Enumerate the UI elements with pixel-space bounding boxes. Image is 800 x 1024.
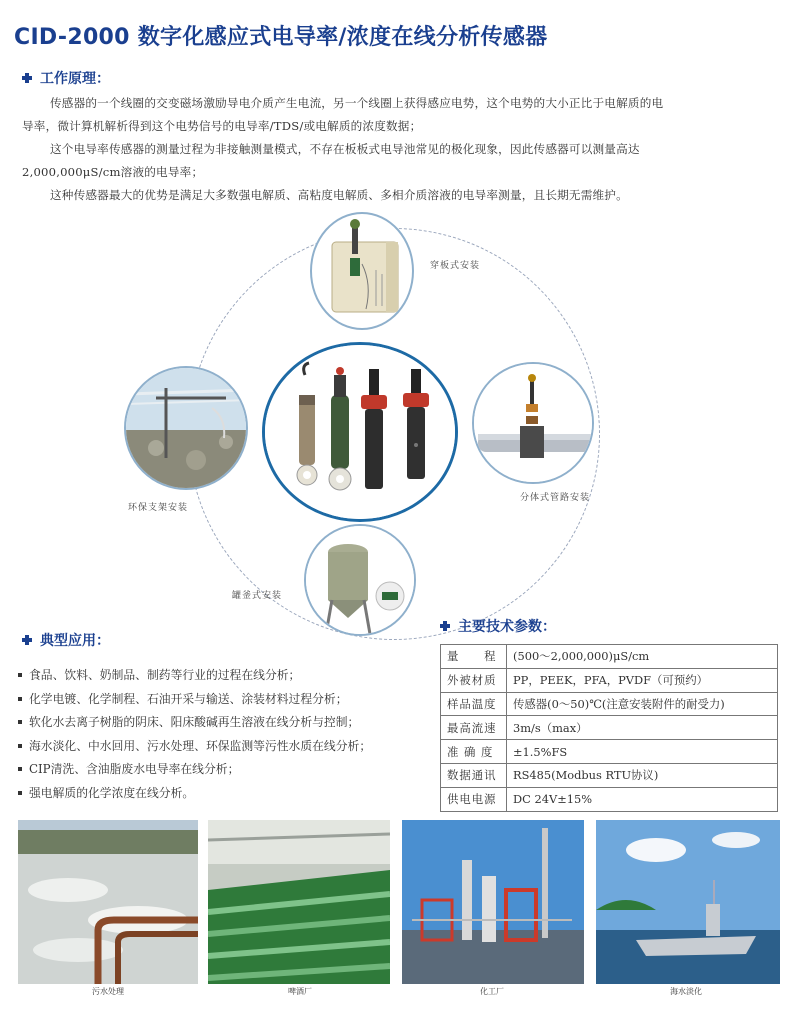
photo-caption: 污水处理 bbox=[92, 987, 124, 996]
specs-table bbox=[440, 644, 778, 812]
diamond-bullet-icon bbox=[440, 621, 450, 631]
photo-sewage bbox=[18, 820, 198, 984]
spec-value: (500～2,000,000)μS/cm bbox=[507, 645, 778, 669]
table-row bbox=[441, 740, 778, 764]
list-item-text: CIP清洗、含油脂废水电导率在线分析； bbox=[29, 762, 240, 776]
spec-value: 传感器(0～50)℃(注意安装附件的耐受力) bbox=[507, 692, 778, 716]
spec-key: 量 程 bbox=[441, 645, 507, 669]
spec-value: ±1.5%FS bbox=[507, 740, 778, 764]
caption-through-panel: 穿板式安装 bbox=[430, 261, 481, 271]
principle-line: 导率，微计算机解析得到这个电势信号的电导率/TDS/或电解质的浓度数据； bbox=[22, 119, 422, 133]
list-item bbox=[18, 711, 371, 735]
caption-bracket-install: 环保支架安装 bbox=[128, 503, 189, 513]
caption-pipe-install: 分体式管路安装 bbox=[520, 493, 591, 503]
spec-key: 最高流速 bbox=[441, 716, 507, 740]
principle-text bbox=[22, 92, 782, 207]
list-item bbox=[18, 688, 371, 712]
table-row bbox=[441, 763, 778, 787]
principle-line: 2,000,000μS/cm溶液的电导率； bbox=[22, 165, 204, 179]
table-row bbox=[441, 645, 778, 669]
bullet-icon bbox=[18, 744, 22, 748]
spec-value: 3m/s（max） bbox=[507, 716, 778, 740]
table-row bbox=[441, 716, 778, 740]
list-item bbox=[18, 758, 371, 782]
table-row bbox=[441, 668, 778, 692]
diamond-bullet-icon bbox=[22, 635, 32, 645]
pipe-install-image bbox=[472, 362, 594, 484]
bullet-icon bbox=[18, 720, 22, 724]
caption-tank-install: 罐釜式安装 bbox=[232, 591, 283, 601]
list-item-text: 海水淡化、中水回用、污水处理、环保监测等污性水质在线分析； bbox=[29, 738, 372, 753]
photo-chemical-plant bbox=[402, 820, 584, 984]
spec-key: 样品温度 bbox=[441, 692, 507, 716]
list-item-text: 软化水去离子树脂的阴床、阳床酸碱再生溶液在线分析与控制； bbox=[29, 715, 360, 729]
bullet-icon bbox=[18, 697, 22, 701]
principle-heading bbox=[22, 68, 110, 88]
tank-install-image bbox=[304, 524, 416, 636]
applications-heading-text: 典型应用： bbox=[40, 633, 110, 649]
applications-heading bbox=[22, 630, 110, 650]
photo-brewery bbox=[208, 820, 390, 984]
table-row bbox=[441, 692, 778, 716]
list-item-text: 食品、饮料、奶制品、制药等行业的过程在线分析； bbox=[29, 668, 301, 682]
sensors-image bbox=[262, 342, 458, 522]
bullet-icon bbox=[18, 767, 22, 771]
photo-desalination bbox=[596, 820, 780, 984]
bracket-install-image bbox=[124, 366, 248, 490]
list-item bbox=[18, 782, 371, 806]
spec-value: RS485(Modbus RTU协议) bbox=[507, 763, 778, 787]
specs-heading bbox=[440, 616, 556, 636]
principle-line: 这个电导率传感器的测量过程为非接触测量模式，不存在板板式电导池常见的极化现象，因此传感器可以测量高达 bbox=[50, 142, 640, 156]
photo-caption: 啤酒厂 bbox=[288, 987, 312, 996]
list-item bbox=[18, 735, 371, 759]
spec-key: 准 确 度 bbox=[441, 740, 507, 764]
principle-line: 这种传感器最大的优势是满足大多数强电解质、高粘度电解质、多相介质溶液的电导率测量，且长期无需维护。 bbox=[50, 188, 628, 202]
list-item-text: 化学电镀、化学制程、石油开采与输送、涂装材料过程分析； bbox=[29, 691, 348, 706]
applications-list bbox=[18, 664, 371, 805]
list-item-text: 强电解质的化学浓度在线分析。 bbox=[29, 785, 195, 800]
principle-heading-text: 工作原理： bbox=[40, 71, 110, 87]
diamond-bullet-icon bbox=[22, 73, 32, 83]
bullet-icon bbox=[18, 673, 22, 677]
through-panel-image bbox=[310, 212, 414, 330]
spec-key: 供电电源 bbox=[441, 787, 507, 811]
bullet-icon bbox=[18, 791, 22, 795]
photo-caption: 化工厂 bbox=[480, 987, 504, 996]
photo-caption: 海水淡化 bbox=[670, 987, 702, 996]
spec-key: 数据通讯 bbox=[441, 763, 507, 787]
spec-key: 外被材质 bbox=[441, 668, 507, 692]
specs-heading-text: 主要技术参数： bbox=[458, 619, 556, 635]
spec-value: DC 24V±15% bbox=[507, 787, 778, 811]
spec-value: PP，PEEK，PFA，PVDF（可预约） bbox=[507, 668, 778, 692]
list-item bbox=[18, 664, 371, 688]
principle-line: 传感器的一个线圈的交变磁场激励导电介质产生电流，另一个线圈上获得感应电势，这个电势的大小正比于电解质的电 bbox=[50, 96, 664, 110]
page-title: CID-2000 数字化感应式电导率/浓度在线分析传感器 bbox=[14, 25, 548, 50]
table-row bbox=[441, 787, 778, 811]
